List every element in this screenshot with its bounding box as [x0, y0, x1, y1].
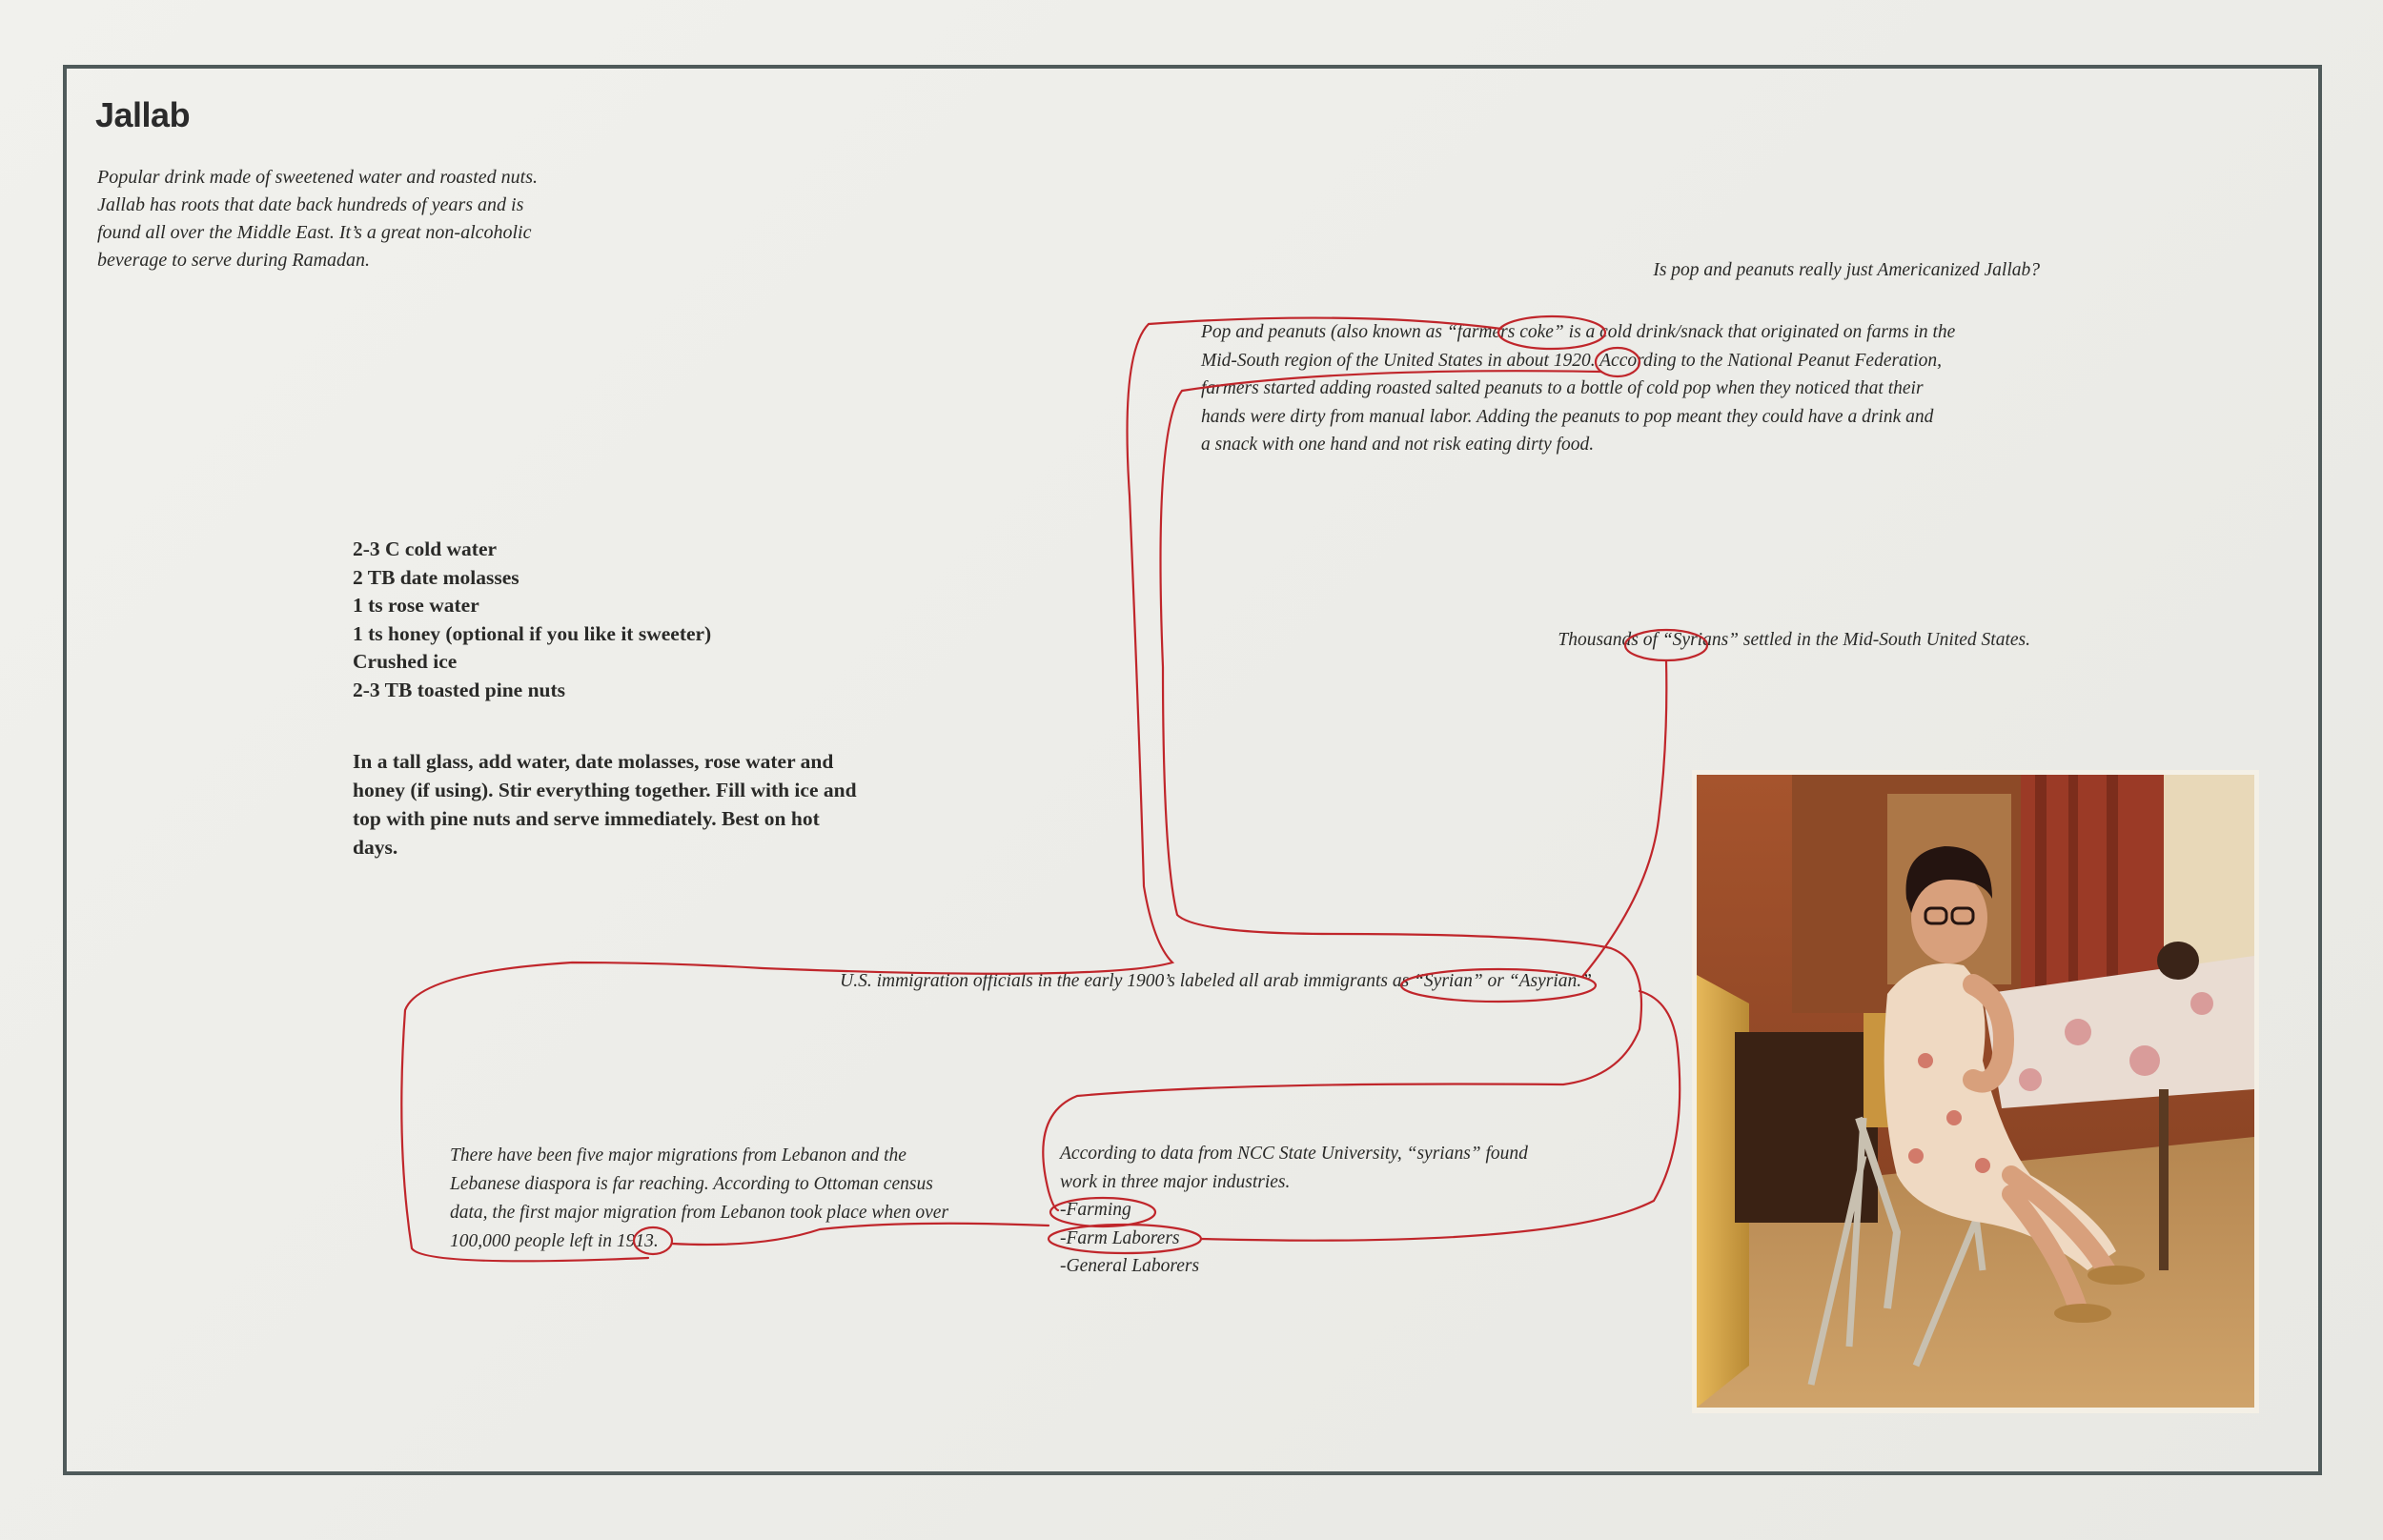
pop-text-line: Mid-South region of the United States in about 1920. According to the National Peanut Federation,: [1201, 350, 1943, 371]
ingredient-item: 2-3 TB toasted pine nuts: [353, 678, 566, 701]
immigration-note: U.S. immigration officials in the early 1900’s labeled all arab immigrants as “Syrian” or “Asyrian.”: [840, 971, 1592, 991]
intro-line: Jallab has roots that date back hundreds of years and is: [97, 194, 524, 215]
method-paragraph: [353, 747, 925, 861]
migrations-line: Lebanese diaspora is far reaching. According to Ottoman census: [450, 1174, 933, 1194]
industry-item: -Farming: [1060, 1200, 1131, 1220]
ingredient-item: 2 TB date molasses: [353, 565, 519, 589]
pop-and-peanuts-paragraph: [1201, 318, 2059, 459]
industries-line: According to data from NCC State University, “syrians” found: [1060, 1144, 1528, 1164]
industry-item: -General Laborers: [1060, 1256, 1200, 1276]
vintage-photo: [1692, 770, 2259, 1413]
question-heading: Is pop and peanuts really just Americanized Jallab?: [1653, 260, 2040, 280]
ingredients-list: [353, 536, 963, 704]
migrations-line: 100,000 people left in 1913.: [450, 1231, 659, 1251]
photo-illustration: [1697, 775, 2254, 1408]
industries-paragraph: [1060, 1140, 1632, 1281]
migrations-line: data, the first major migration from Lebanon took place when over: [450, 1203, 949, 1223]
intro-line: found all over the Middle East. It’s a great non-alcoholic: [97, 222, 532, 243]
migrations-paragraph: [450, 1142, 1041, 1256]
method-line: honey (if using). Stir everything together. Fill with ice and: [353, 779, 857, 801]
industries-line: work in three major industries.: [1060, 1171, 1291, 1192]
pop-text-line: farmers started adding roasted salted peanuts to a bottle of cold pop when they noticed that their: [1201, 378, 1924, 398]
intro-line: Popular drink made of sweetened water and roasted nuts.: [97, 167, 538, 188]
syrians-settled-note: Thousands of “Syrians” settled in the Mid-South United States.: [1558, 630, 2030, 650]
poster-title: Jallab: [95, 95, 191, 134]
pop-text-line: hands were dirty from manual labor. Adding the peanuts to pop meant they could have a drink and: [1201, 406, 1934, 427]
migrations-line: There have been five major migrations from Lebanon and the: [450, 1145, 906, 1165]
ingredient-item: 1 ts rose water: [353, 594, 479, 617]
method-line: days.: [353, 836, 398, 859]
intro-line: beverage to serve during Ramadan.: [97, 250, 371, 271]
pop-text-line: a snack with one hand and not risk eating dirty food.: [1201, 435, 1595, 455]
method-line: In a tall glass, add water, date molasses, rose water and: [353, 750, 834, 773]
industry-item: -Farm Laborers: [1060, 1227, 1180, 1248]
ingredient-item: 2-3 C cold water: [353, 537, 498, 560]
method-line: top with pine nuts and serve immediately. Best on hot: [353, 807, 820, 830]
intro-paragraph: [97, 164, 631, 274]
ingredient-item: Crushed ice: [353, 650, 458, 673]
ingredient-item: 1 ts honey (optional if you like it sweeter): [353, 621, 712, 645]
pop-text-line: Pop and peanuts (also known as “farmers coke” is a cold drink/snack that originated on farms in the: [1201, 322, 1956, 342]
